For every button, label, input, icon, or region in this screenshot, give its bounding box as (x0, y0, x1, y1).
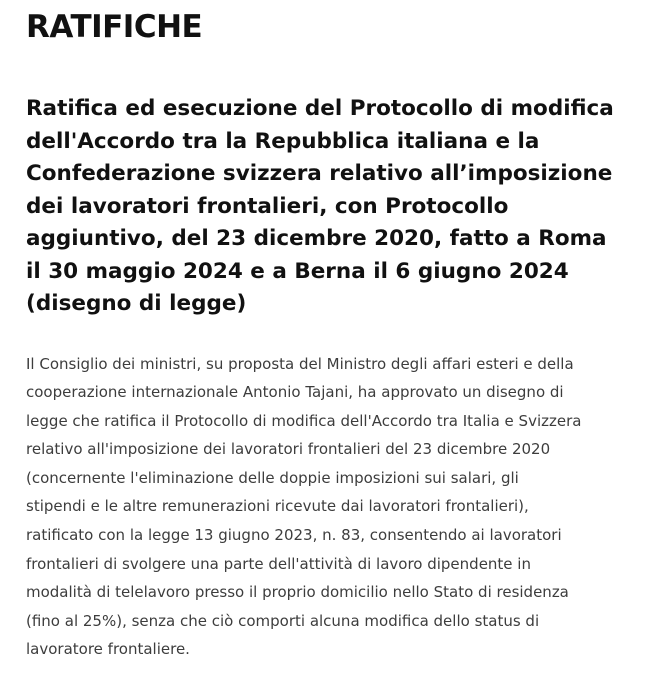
article-body-line: (concernente l'eliminazione delle doppie imposizioni sui salari, gli (26, 468, 519, 487)
article-heading-line: il 30 maggio 2024 e a Berna il 6 giugno 2024 (26, 258, 569, 284)
article-body-line: legge che ratifica il Protocollo di modifica dell'Accordo tra Italia e Svizzera (26, 411, 582, 430)
article-heading-line: dell'Accordo tra la Repubblica italiana e la (26, 128, 540, 154)
article-body-line: (fino al 25%), senza che ciò comporti alcuna modifica dello status di (26, 611, 540, 630)
article-body-line: relativo all'imposizione dei lavoratori frontalieri del 23 dicembre 2020 (26, 440, 551, 459)
article-body-line: cooperazione internazionale Antonio Tajani, ha approvato un disegno di (26, 383, 564, 402)
article-body (26, 350, 626, 665)
article-heading (26, 93, 626, 321)
article-heading-line: Ratifica ed esecuzione del Protocollo di modifica (26, 96, 614, 121)
article-body-line: modalità di telelavoro presso il proprio domicilio nello Stato di residenza (26, 583, 569, 602)
article-heading-line: aggiuntivo, del 23 dicembre 2020, fatto a Roma (26, 226, 607, 251)
article-heading-line: (disegno di legge) (26, 291, 247, 316)
article-body-line: stipendi e le altre remunerazioni ricevute dai lavoratori frontalieri), (26, 497, 529, 516)
page-content (26, 0, 636, 664)
article-heading-line: Confederazione svizzera relativo all’imposizione (26, 161, 613, 186)
section-title: RATIFICHE (26, 9, 203, 45)
article-heading-line: dei lavoratori frontalieri, con Protocollo (26, 193, 509, 219)
article-body-line: ratificato con la legge 13 giugno 2023, n. 83, consentendo ai lavoratori (26, 526, 562, 545)
article-body-line: lavoratore frontaliere. (26, 640, 190, 659)
article-body-line: Il Consiglio dei ministri, su proposta del Ministro degli affari esteri e della (26, 354, 574, 373)
article-body-line: frontalieri di svolgere una parte dell'attività di lavoro dipendente in (26, 554, 531, 573)
